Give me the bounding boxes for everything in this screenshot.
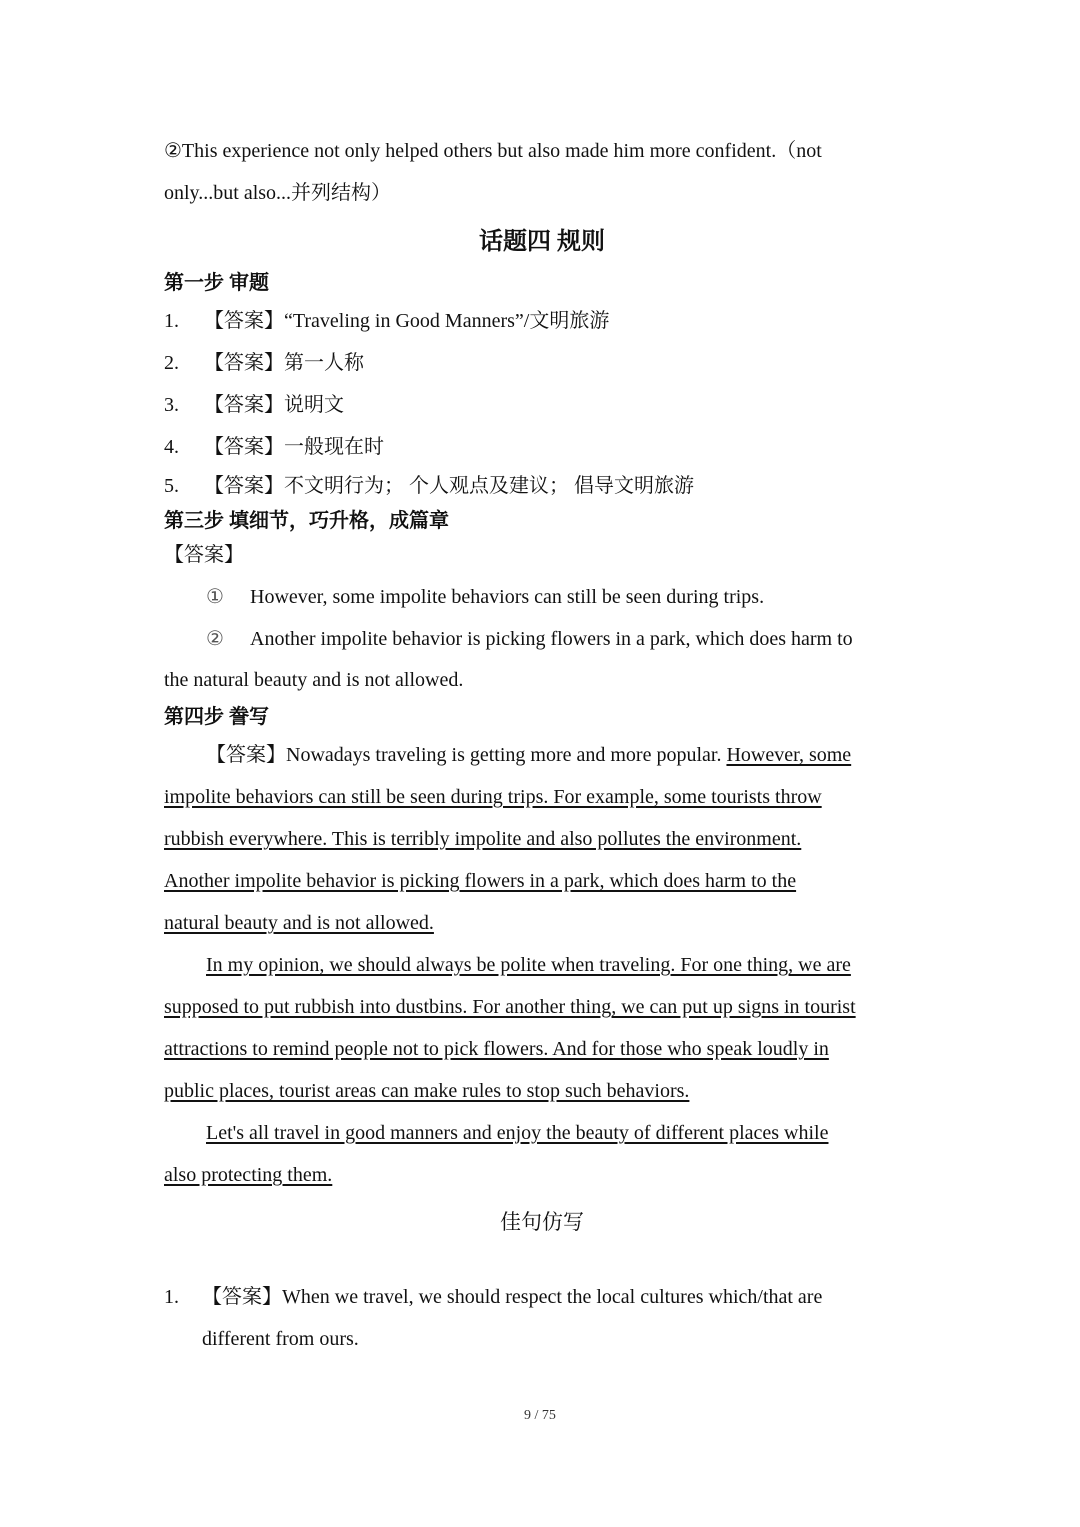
essay-underlined-text: supposed to put rubbish into dustbins. For another thing, we can put up signs in tourist xyxy=(164,996,856,1018)
essay-p1-line-3 xyxy=(164,818,920,860)
answer-text: 一般现在时 xyxy=(284,436,384,458)
essay-underlined-text: public places, tourist areas can make rules to stop such behaviors. xyxy=(164,1080,690,1102)
item-number: 4. xyxy=(164,436,179,458)
answer-tag: 【答案】 xyxy=(204,310,284,332)
essay-underlined-text: Another impolite behavior is picking flowers in a park, which does harm to the xyxy=(164,870,797,892)
document-page xyxy=(164,130,920,1360)
step1-item-1 xyxy=(164,300,920,342)
essay-underlined-text: In my opinion, we should always be polite when traveling. For one thing, we are xyxy=(206,954,851,976)
imitation-item-1 xyxy=(164,1276,920,1318)
essay-underlined-text: also protecting them. xyxy=(164,1164,333,1186)
essay-p1-line-5 xyxy=(164,902,920,944)
step3-heading: 第三步 填细节，巧升格，成篇章 xyxy=(164,510,449,532)
answer-text: 不文明行为； 个人观点及建议； 倡导文明旅游 xyxy=(284,475,694,497)
item-number: 1. xyxy=(164,1286,179,1308)
step4-heading: 第四步 誊写 xyxy=(164,706,269,728)
answer-tag: 【答案】 xyxy=(202,1286,282,1308)
intro-line-2: only...but also...并列结构） xyxy=(164,182,392,204)
sentence-text: Another impolite behavior is picking flowers in a park, which does harm to xyxy=(250,628,853,650)
item-number: 2. xyxy=(164,352,179,374)
step1-heading: 第一步 审题 xyxy=(164,272,269,294)
answer-tag: 【答案】 xyxy=(204,436,284,458)
imitation-title: 佳句仿写 xyxy=(500,1210,584,1234)
essay-p2-line-3 xyxy=(164,1028,920,1070)
circled-number-1: ① xyxy=(206,586,224,608)
essay-p2-line-2 xyxy=(164,986,920,1028)
item-number: 5. xyxy=(164,475,179,497)
essay-p1-line-2 xyxy=(164,776,920,818)
circled-number-2: ② xyxy=(206,628,224,650)
essay-p3-line-1 xyxy=(164,1112,920,1154)
answer-text: 说明文 xyxy=(284,394,344,416)
essay-underlined-text: attractions to remind people not to pick flowers. And for those who speak loudly in xyxy=(164,1038,829,1060)
essay-p3-line-2 xyxy=(164,1154,920,1196)
step1-item-2 xyxy=(164,342,920,384)
item-number: 3. xyxy=(164,394,179,416)
essay-p2-line-1 xyxy=(164,944,920,986)
answer-tag: 【答案】 xyxy=(204,394,284,416)
essay-underlined-text: natural beauty and is not allowed. xyxy=(164,912,434,934)
step3-sentence-1 xyxy=(164,576,920,618)
essay-underlined-text: rubbish everywhere. This is terribly impolite and also pollutes the environment. xyxy=(164,828,802,850)
page-number: 9 / 75 xyxy=(524,1408,556,1423)
answer-text: When we travel, we should respect the local cultures which/that are xyxy=(282,1286,823,1308)
step1-item-3 xyxy=(164,384,920,426)
intro-line-1: ②This experience not only helped others but also made him more confident.（not xyxy=(164,140,822,162)
step1-item-5 xyxy=(164,468,920,504)
imitation-item-1-cont: different from ours. xyxy=(202,1328,359,1350)
step3-answer-tag: 【答案】 xyxy=(164,544,244,566)
essay-underlined-text: However, some xyxy=(726,744,852,766)
answer-tag: 【答案】 xyxy=(204,475,284,497)
answer-tag: 【答案】 xyxy=(206,744,286,766)
essay-p2-line-4 xyxy=(164,1070,920,1112)
essay-p1-line-1 xyxy=(164,734,920,776)
topic-title: 话题四 规则 xyxy=(479,229,605,255)
essay-p1-line-4 xyxy=(164,860,920,902)
step3-sentence-2-cont: the natural beauty and is not allowed. xyxy=(164,669,464,691)
essay-text: Nowadays traveling is getting more and more popular. xyxy=(286,744,727,766)
step1-item-4 xyxy=(164,426,920,468)
essay-underlined-text: Let's all travel in good manners and enjoy the beauty of different places while xyxy=(206,1122,829,1144)
answer-text: 第一人称 xyxy=(284,352,364,374)
answer-tag: 【答案】 xyxy=(204,352,284,374)
essay-underlined-text: impolite behaviors can still be seen during trips. For example, some tourists throw xyxy=(164,786,822,808)
step3-sentence-2 xyxy=(164,618,920,660)
item-number: 1. xyxy=(164,310,179,332)
answer-text: “Traveling in Good Manners”/文明旅游 xyxy=(284,310,610,332)
sentence-text: However, some impolite behaviors can still be seen during trips. xyxy=(250,586,765,608)
